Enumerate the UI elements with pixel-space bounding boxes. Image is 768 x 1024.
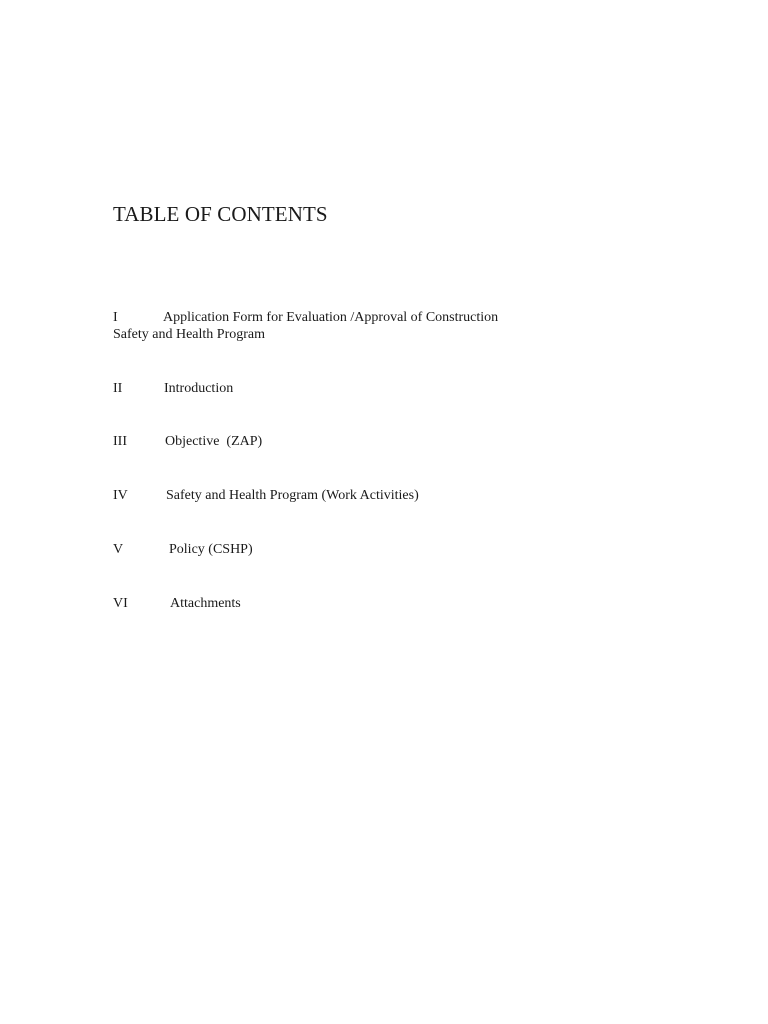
toc-entry-number: I bbox=[113, 310, 118, 325]
toc-entry-text: Application Form for Evaluation /Approval of Construction bbox=[163, 310, 499, 325]
page-title: TABLE OF CONTENTS bbox=[113, 202, 328, 226]
toc-entry-text: Introduction bbox=[164, 381, 234, 396]
toc-entry-text: Objective (ZAP) bbox=[165, 434, 263, 449]
toc-entry-text: Safety and Health Program (Work Activities) bbox=[166, 488, 419, 503]
toc-entry-number: IV bbox=[113, 488, 128, 503]
toc-entry-number: VI bbox=[113, 596, 128, 611]
toc-entry-text: Attachments bbox=[170, 596, 241, 611]
toc-entry-number: III bbox=[113, 434, 127, 449]
toc-entry-text-continuation: Safety and Health Program bbox=[113, 327, 266, 342]
toc-entry-text: Policy (CSHP) bbox=[169, 542, 253, 557]
toc-entry-number: V bbox=[113, 542, 124, 557]
toc-entry-number: II bbox=[113, 381, 123, 396]
